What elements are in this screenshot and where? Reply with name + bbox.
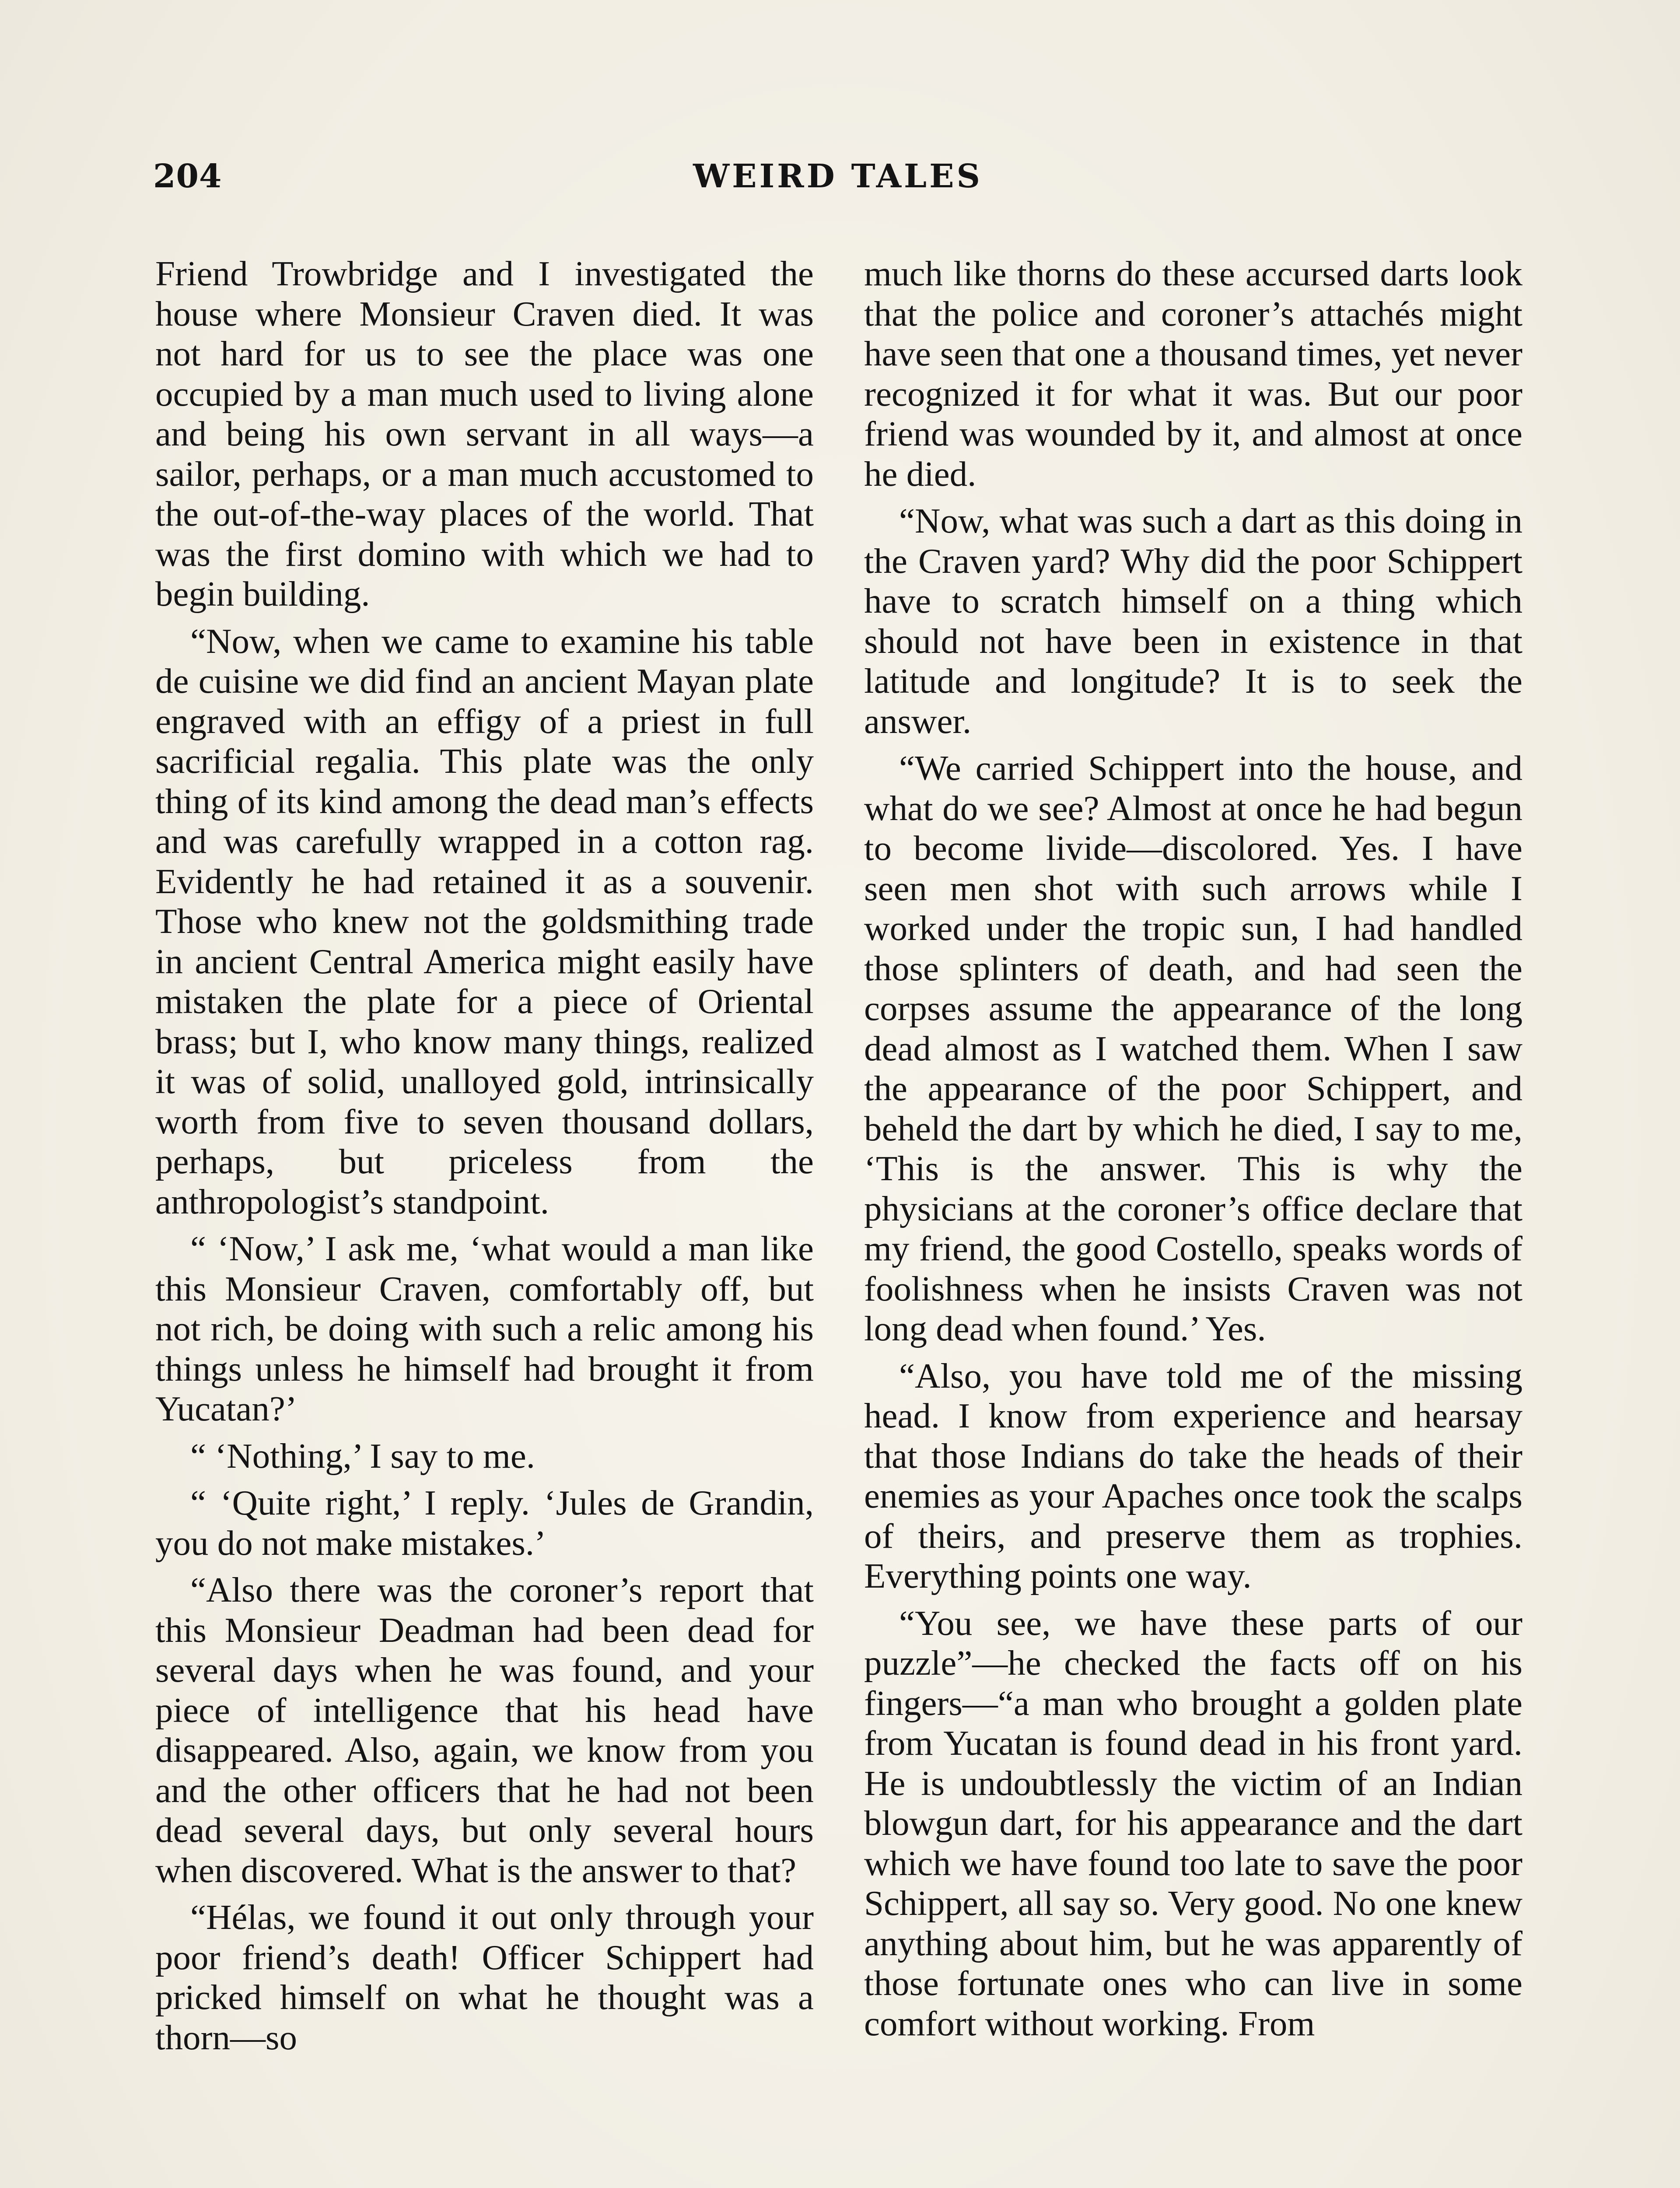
paragraph: “Hélas, we found it out only through your poor friend’s death! Officer Schippert had pricked himself on what he thought was a thorn—so bbox=[155, 1897, 814, 2057]
paragraph: “Now, when we came to examine his table de cuisine we did find an ancient Mayan plate engraved with an effigy of a priest in full sacrificial regalia. This plate was the only thing of its kind among the dead man’s effects and was carefully wrapped in a cotton rag. Evidently he had retained it as a souvenir. Those who knew not the goldsmithing trade in ancient Central America might easily have mistaken the plate for a piece of Oriental brass; but I, who know many things, realized it was of solid, unalloyed gold, intrinsically worth from five to seven thousand dollars, perhaps, but priceless from the anthropologist’s standpoint. bbox=[155, 621, 814, 1221]
running-head: WEIRD TALES bbox=[693, 158, 983, 195]
page-number: 204 bbox=[153, 158, 222, 195]
paragraph: much like thorns do these accursed darts look that the police and coroner’s attachés might have seen that one a thousand times, yet never recognized it for what it was. But our poor friend was wounded by it, and almost at once he died. bbox=[864, 254, 1522, 494]
paragraph: “We carried Schippert into the house, and what do we see? Almost at once he had begun to become livide—discolored. Yes. I have seen men shot with such arrows while I worked under the tropic sun, I had handled those splinters of death, and had seen the corpses assume the appearance of the long dead almost as I watched them. When I saw the appearance of the poor Schippert, and beheld the dart by which he died, I say to me, ‘This is the answer. This is why the physicians at the coroner’s office declare that my friend, the good Costello, speaks words of foolishness when he insists Craven was not long dead when found.’ Yes. bbox=[864, 748, 1522, 1348]
left-column bbox=[155, 254, 814, 2188]
paragraph: “You see, we have these parts of our puzzle”—he checked the facts off on his fingers—“a man who brought a golden plate from Yucatan is found dead in his front yard. He is undoubtlessly the victim of an Indian blowgun dart, for his appearance and the dart which we have found too late to save the poor Schippert, all say so. Very good. No one knew anything about him, but he was apparently of those fortunate ones who can live in some comfort without working. From bbox=[864, 1603, 1522, 2043]
paragraph: “ ‘Nothing,’ I say to me. bbox=[190, 1436, 536, 1476]
paragraph: “ ‘Now,’ I ask me, ‘what would a man like this Monsieur Craven, comfortably off, but not rich, be doing with such a relic among his things unless he himself had brought it from Yucatan?’ bbox=[155, 1229, 814, 1428]
paragraph: “Now, what was such a dart as this doing in the Craven yard? Why did the poor Schippert have to scratch himself on a thing which should not have been in existence in that latitude and longitude? It is to seek the answer. bbox=[864, 501, 1522, 741]
paragraph: “Also, you have told me of the missing head. I know from experience and hearsay that those Indians do take the heads of their enemies as your Apaches once took the scalps of theirs, and preserve them as trophies. Everything points one way. bbox=[864, 1356, 1522, 1595]
right-column bbox=[864, 254, 1522, 2188]
page-header bbox=[153, 158, 1522, 206]
paragraph: “Also there was the coroner’s report that this Monsieur Deadman had been dead for several days when he was found, and your piece of intelligence that his head have disappeared. Also, again, we know from you and the other officers that he had not been dead several days, but only several hours when discovered. What is the answer to that? bbox=[155, 1570, 814, 1890]
paragraph: “ ‘Quite right,’ I reply. ‘Jules de Grandin, you do not make mistakes.’ bbox=[155, 1483, 814, 1563]
paragraph: Friend Trowbridge and I investigated the house where Monsieur Craven died. It was not hard for us to see the place was one occupied by a man much used to living alone and being his own servant in all ways—a sailor, perhaps, or a man much accustomed to the out-of-the-way places of the world. That was the first domino with which we had to begin building. bbox=[155, 254, 814, 614]
